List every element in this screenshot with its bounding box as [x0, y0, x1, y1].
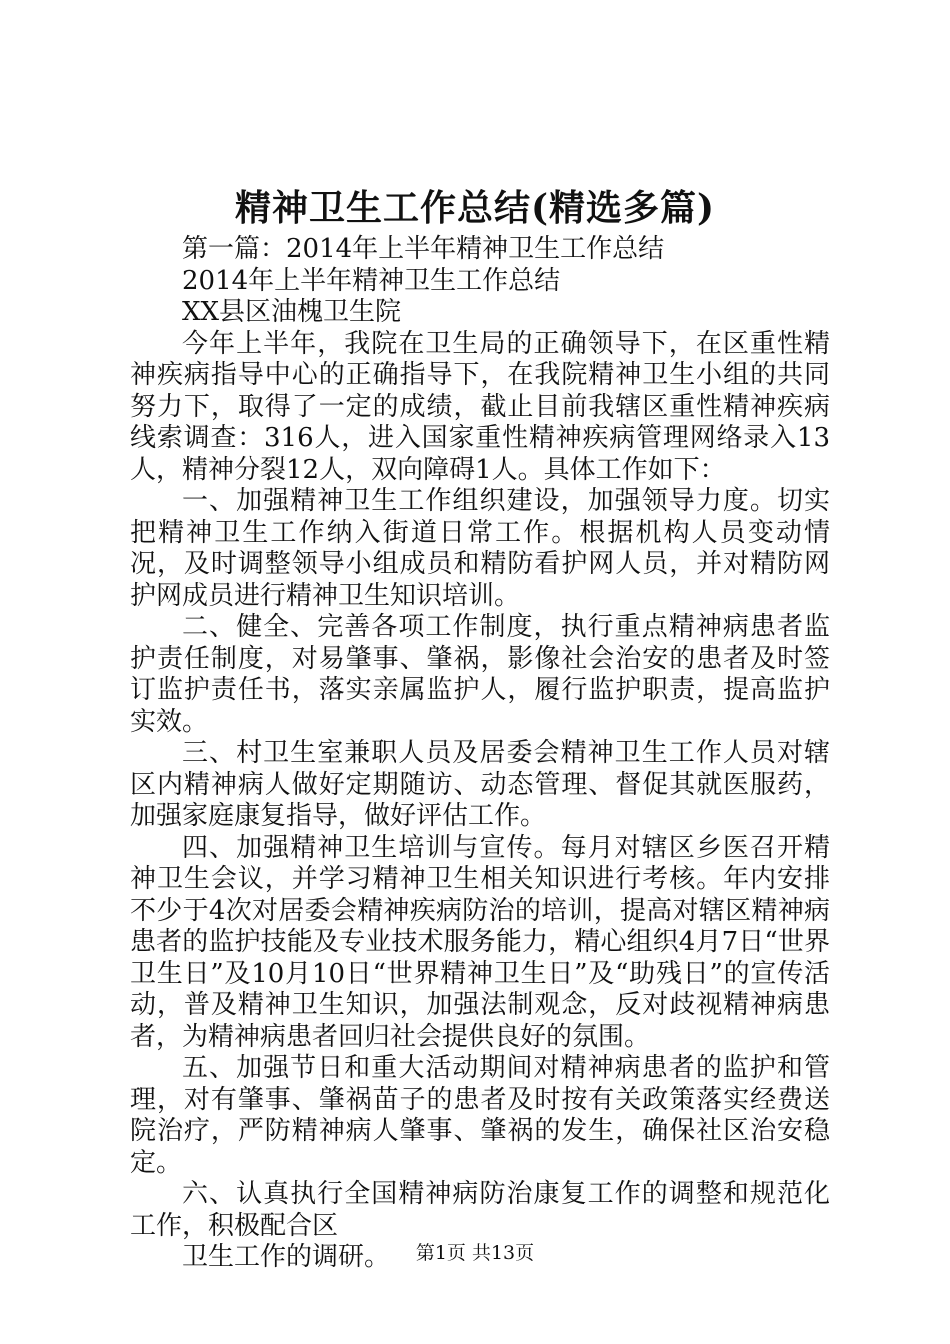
- organization-name: XX县区油槐卫生院: [182, 297, 402, 327]
- section-heading: 第一篇：2014年上半年精神卫生工作总结: [182, 234, 665, 264]
- document-title: 精神卫生工作总结(精选多篇): [234, 187, 716, 229]
- document-body: [130, 234, 830, 1274]
- body-paragraph: 六、认真执行全国精神病防治康复工作的调整和规范化工作，积极配合区: [130, 1179, 830, 1241]
- body-paragraph: 三、村卫生室兼职人员及居委会精神卫生工作人员对辖区内精神病人做好定期随访、动态管理、督促其就医服药，加强家庭康复指导，做好评估工作。: [130, 738, 830, 831]
- body-paragraph: 四、加强精神卫生培训与宣传。每月对辖区乡医召开精神卫生会议，并学习精神卫生相关知识进行考核。年内安排不少于4次对居委会精神疾病防治的培训，提高对辖区精神病患者的监护技能及专业技术服务能力，精心组织4月7日“世界卫生日”及10月10日“世界精神卫生日”及“助残日”的宣传活动，普及精神卫生知识，加强法制观念，反对歧视精神病患者，为精神病患者回归社会提供良好的氛围。: [130, 832, 830, 1052]
- body-paragraph: 卫生工作的调研。: [182, 1242, 391, 1272]
- body-paragraph: 一、加强精神卫生工作组织建设，加强领导力度。切实把精神卫生工作纳入街道日常工作。根据机构人员变动情况，及时调整领导小组成员和精防看护网人员，并对精防网护网成员进行精神卫生知识培训。: [130, 486, 830, 611]
- body-paragraph: 五、加强节日和重大活动期间对精神病患者的监护和管理，对有肇事、肇祸苗子的患者及时按有关政策落实经费送院治疗，严防精神病人肇事、肇祸的发生，确保社区治安稳定。: [130, 1053, 830, 1178]
- report-title: 2014年上半年精神卫生工作总结: [182, 265, 561, 296]
- page-footer: 第1页 共13页: [415, 1242, 535, 1264]
- body-paragraph: 今年上半年，我院在卫生局的正确领导下，在区重性精神疾病指导中心的正确指导下，在我院精神卫生小组的共同努力下，取得了一定的成绩，截止目前我辖区重性精神疾病线索调查：316人，进入国家重性精神疾病管理网络录入13人，精神分裂12人，双向障碍1人。具体工作如下：: [130, 328, 830, 485]
- body-paragraph: 二、健全、完善各项工作制度，执行重点精神病患者监护责任制度，对易肇事、肇祸，影像社会治安的患者及时签订监护责任书，落实亲属监护人，履行监护职责，提高监护实效。: [130, 612, 830, 737]
